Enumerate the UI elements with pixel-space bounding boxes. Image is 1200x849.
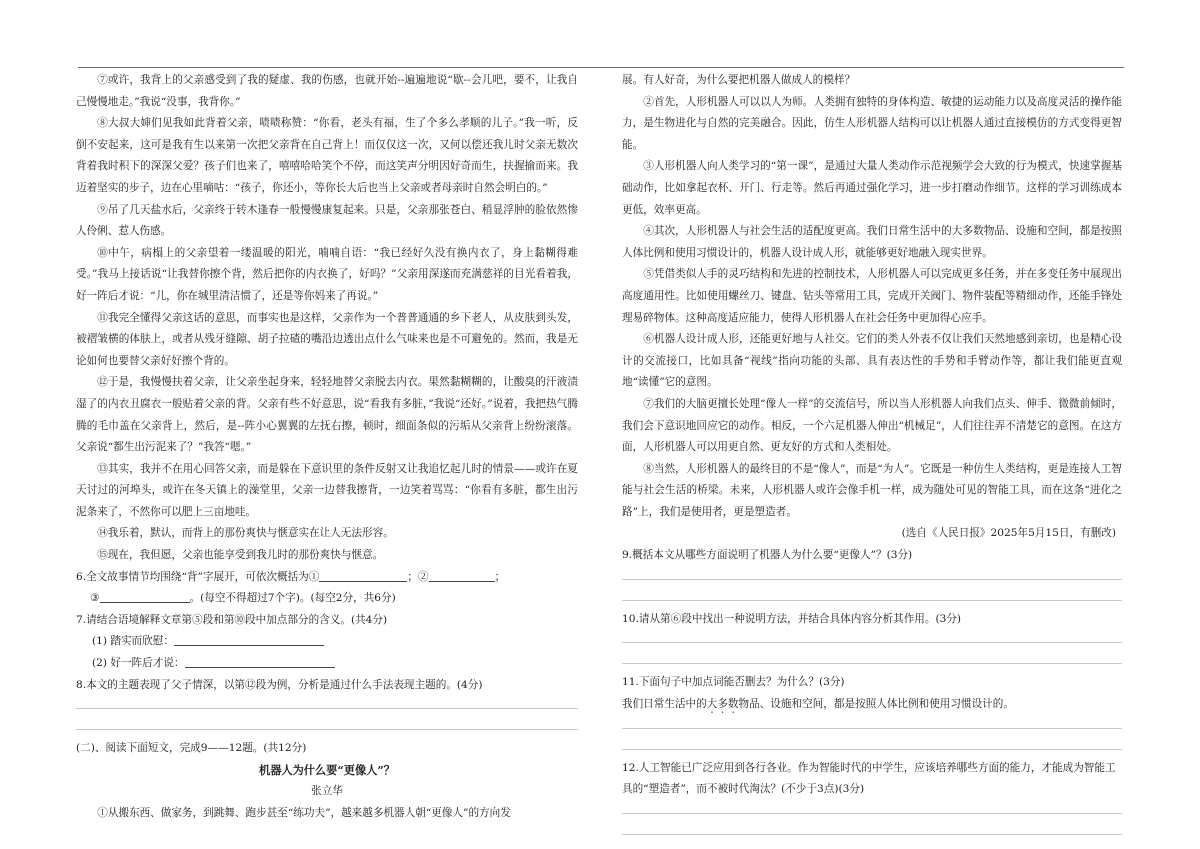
question-10: 10.请从第⑥段中找出一种说明方法，并结合具体内容分析其作用。(3分) — [622, 612, 962, 625]
q9-answer-line[interactable] — [622, 567, 1122, 588]
header-rule — [78, 67, 1124, 68]
story-paragraph-12: ⑫于是，我慢慢扶着父亲，让父亲坐起身来，轻轻地替父亲脱去内衣。果然黏糊糊的，让酸臭的汗液渍湿了的内衣丑腐衣一般贴着父亲的背。父亲有些不好意思，说“看我有多脏，”我说“还好。”说着，我把热气腾腾的毛巾盖在父亲背上，然后，是--阵小心翼翼的左抚右擦，顿时，细面条似的污垢从父亲背上纷纷滚落。父亲说“都生出污泥来了？”我答“嗯。” — [76, 376, 578, 454]
q6-text-a: 6.全文故事情节均围绕“背”字展开，可依次概括为① — [76, 570, 320, 583]
q6-text-d: ③ — [90, 592, 100, 605]
q10-answer-line[interactable] — [622, 651, 1122, 672]
story-paragraph-10: ⑩中午，病榻上的父亲望着一缕温暖的阳光，喃喃自语：“我已经好久没有换内衣了，身上黏糊得难受。”我马上接话说“让我替你擦个背，然后把你的内衣换了，好吗？”父亲用深遂而充满慈祥的目光看着我，好一阵后才说：“儿，你在城里清洁惯了，还是等你妈来了再说。” — [76, 246, 578, 302]
q7-item-1-label: (1) 踏实而欣慰： — [92, 635, 174, 648]
q7-item-1 — [76, 631, 578, 653]
article-paragraph-3: ③人形机器人向人类学习的“第一课”，是通过大量人类动作示范视频学会大致的行为模式，快速掌握基础动作，比如拿起衣杯、开门、行走等。然后再通过强化学习，进一步打磨动作细节。这样的学习训练成本更低，效率更高。 — [622, 160, 1122, 216]
article-paragraph-1-start: ①从搬东西、做家务，到跳舞、跑步甚至“练功夫”，越来越多机器人朝“更像人”的方向发 — [97, 807, 511, 819]
q11-answer-line[interactable] — [622, 716, 1122, 737]
story-paragraph-11: ⑪我完全懂得父亲这话的意思，而事实也是这样，父亲作为一个普普通通的乡下老人，从皮肤到头发，被褶皱横的体肤上，或者从残牙缝隙、胡子拉碴的嘴沿边透出点什么气味来也是不可避免的。然而，我是无论如何也要替父亲好好擦个背的。 — [76, 311, 578, 367]
story-paragraph-9: ⑨吊了几天盐水后，父亲终于转木逢春一般慢慢康复起来。只是，父亲那张苍白、稍显浮肿的脸依然惨人伶俐、惹人伤感。 — [76, 203, 578, 238]
question-6 — [76, 567, 578, 589]
q7-blank-1[interactable] — [174, 633, 324, 646]
question-9: 9.概括本文从哪些方面说明了机器人为什么要“更像人”？(3分) — [622, 549, 913, 562]
question-6-line2 — [76, 588, 578, 610]
article-title: 机器人为什么要“更像人”？ — [259, 762, 395, 777]
q6-text-e: 。(每空不得超过7个字)。(每空2分，共6分) — [189, 592, 396, 605]
story-paragraph-8: ⑧大叔大婶们见我如此背着父亲，啧啧称赞：“你看，老头有福，生了个多么孝顺的儿子。”我一听，反倒不安起来，这可是我有生以来第一次把父亲背在自己背上！而仅仅这一次，又何以偿还我儿时父亲无数次背着我时积下的深深父爱？孩子们也来了，嘻嘻哈哈笑个不停，而这笑声分明因好奇而生，扶握揄而来。我迈着坚实的步子，边在心里嘀咕：“孩子，你还小，等你长大后也当上父亲或者母亲时自然会明白的。” — [76, 117, 578, 194]
q11-answer-line[interactable] — [622, 737, 1122, 758]
left-column — [76, 70, 578, 825]
q7-blank-2[interactable] — [185, 655, 335, 668]
question-11: 11.下面句子中加点词能否删去？为什么？(3分) — [622, 676, 845, 689]
section-2-header: (二)、阅读下面短文，完成9——12题。(共12分) — [76, 742, 307, 755]
q11-dotted-word: 大多数 — [706, 697, 739, 710]
q8-answer-line[interactable] — [76, 696, 578, 717]
article-author: 张立华 — [311, 785, 343, 798]
question-7: 7.请结合语境解释文章第⑤段和第⑩段中加点部分的含义。(共4分) — [76, 613, 388, 626]
q11-sentence-post: 物品、设施和空间，都是按照人体比例和使用习惯设计的。 — [738, 697, 1014, 710]
right-column — [622, 70, 1122, 843]
article-paragraph-1-end: 展。有人好奇，为什么要把机器人做成人的模样？ — [622, 74, 856, 86]
q8-answer-line[interactable] — [76, 717, 578, 738]
q10-answer-line[interactable] — [622, 630, 1122, 651]
q7-item-2-label: (2) 好一阵后才说： — [92, 657, 185, 670]
q6-blank-3[interactable] — [100, 590, 190, 603]
story-paragraph-13: ⑬其实，我并不在用心回答父亲，而是躲在下意识里的条件反射又让我追忆起儿时的情景——或许在夏天讨过的河埠头，或许在冬天镇上的澡堂里，父亲一边替我擦背，一边笑着骂骂：“你看有多脏，都生出污泥条来了，不然你可以肥上三亩地哇。 — [76, 462, 578, 518]
q6-text-c: ； — [494, 570, 506, 583]
story-paragraph-14: ⑭我乐着，默认，而背上的那份爽快与惬意实在让人无法形容。 — [97, 527, 394, 540]
article-paragraph-4: ④其次，人形机器人与社会生活的适配度更高。我们日常生活中的大多数物品、设施和空间，都是按照人体比例和使用习惯设计的，机器人设计成人形，就能够更好地融入现实世界。 — [622, 225, 1122, 259]
q7-item-2 — [76, 653, 578, 675]
question-8: 8.本文的主题表现了父子情深，以第⑫段为例，分析是通过什么手法表现主题的。(4分) — [76, 678, 483, 691]
q11-sentence-pre: 我们日常生活中的 — [622, 697, 707, 710]
article-source: (选自《人民日报》2025年5月15日，有删改) — [901, 527, 1116, 540]
q12-answer-line[interactable] — [622, 801, 1122, 822]
article-paragraph-6: ⑥机器人设计成人形，还能更好地与人社交。它们的类人外表不仅让我们天然地感到亲切，也是精心设计的交流接口，比如具备“视线”指向功能的头部、具有表达性的手势和手臂动作等，都让我们能更直观地“读懂”它的意图。 — [622, 333, 1122, 389]
article-paragraph-8: ⑧当然，人形机器人的最终目的不是“像人”，而是“为人”。它既是一种仿生人类结构，更是连接人工智能与社会生活的桥梁。未来，人形机器人或许会像手机一样，成为随处可见的智能工具，而在这条“进化之路”上，我们是使用者，更是塑造者。 — [622, 462, 1122, 518]
story-paragraph-15: ⑮现在，我但愿，父亲也能享受到我儿时的那份爽快与惬意。 — [97, 549, 384, 562]
article-paragraph-7: ⑦我们的大脑更擅长处理“像人一样”的交流信号，所以当人形机器人向我们点头、伸手、微微前倾时，我们会下意识地回应它的动作。相反，一个六足机器人伸出“机械足”，人们往往弄不清楚它的意图。在这方面，人形机器人可以用更自然、更友好的方式和人类相处。 — [622, 397, 1122, 454]
question-12: 12.人工智能已广泛应用到各行各业。作为智能时代的中学生，应该培养哪些方面的能力，才能成为智能工具的“塑造者”，而不被时代淘汰？(不少于3点)(3分) — [622, 761, 1116, 796]
q9-answer-line[interactable] — [622, 588, 1122, 609]
story-paragraph-7: ⑦或许，我背上的父亲感受到了我的疑虚、我的伤感，也就开始--遍遍地说“歇--会儿吧，要不，让我自己慢慢地走。”我说“没事，我背你。” — [76, 74, 578, 108]
q12-answer-line[interactable] — [622, 822, 1122, 843]
q6-blank-2[interactable] — [429, 569, 495, 582]
q11-sentence — [622, 694, 1122, 716]
article-paragraph-5: ⑤凭借类似人手的灵巧结构和先进的控制技术，人形机器人可以完成更多任务，并在多变任务中展现出高度通用性。比如使用螺丝刀、键盘、钻头等常用工具，完成开关阀门、物件装配等精细动作，还能手锋处理易碎物体。这种高度适应能力，使得人形机器人在社会任务中更加得心应手。 — [622, 268, 1122, 324]
q6-blank-1[interactable] — [319, 569, 407, 582]
q6-text-b: ；② — [407, 570, 429, 583]
article-paragraph-2: ②首先，人形机器人可以以人为师。人类拥有独特的身体构造、敏捷的运动能力以及高度灵活的操作能力，是生物进化与自然的完美融合。因此，仿生人形机器人结构可以让机器人通过直接模仿的方式变得更智能。 — [622, 95, 1122, 151]
